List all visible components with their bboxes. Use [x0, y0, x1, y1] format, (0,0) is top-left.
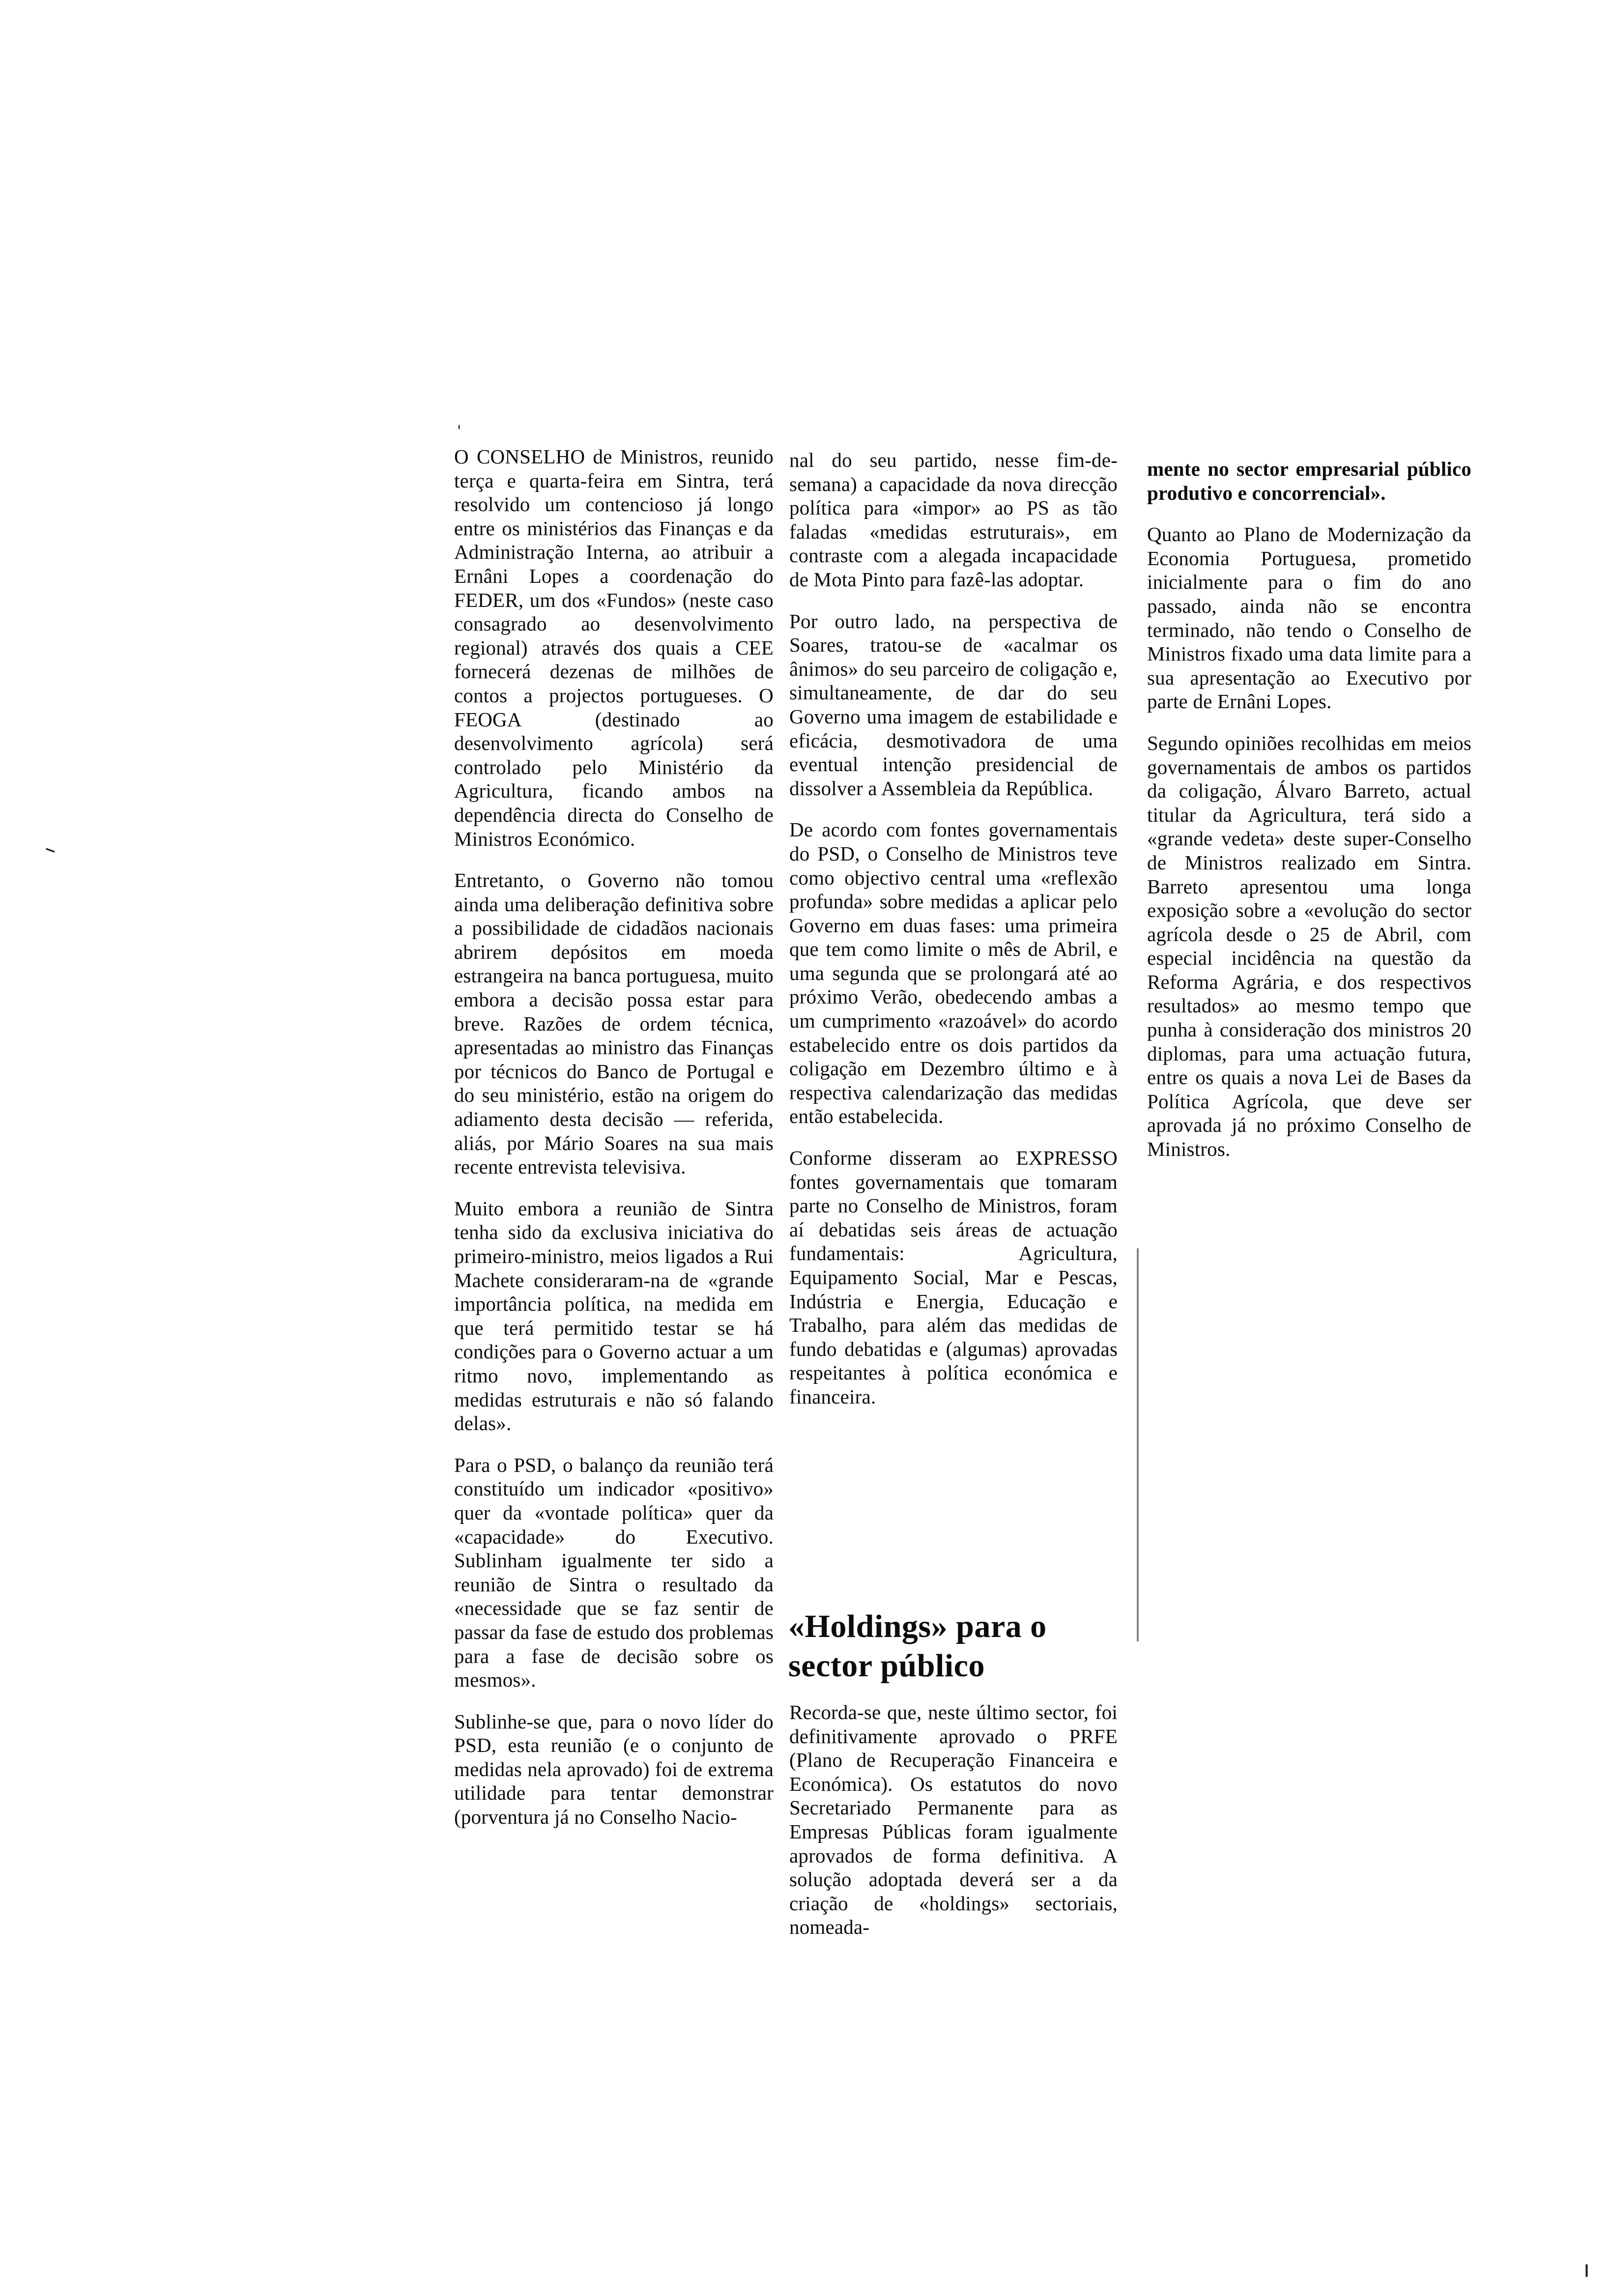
- section-headline: «Holdings» para o sector público: [788, 1608, 1047, 1684]
- paragraph: Muito embora a reunião de Sintra tenha sido da exclusiva iniciativa do primeiro-ministro, meios ligados a Rui Machete consideraram-na de «grande importância política, na medida em que terá permitido testar se há condições para o Governo actuar a um ritmo novo, implementando as medidas estruturais e não só falando delas».: [454, 1197, 774, 1435]
- paragraph: Sublinhe-se que, para o novo líder do PSD, esta reunião (e o conjunto de medidas nela aprovado) foi de extrema utilidade para tentar demonstrar (porventura já no Conselho Nacio-: [454, 1710, 774, 1829]
- paragraph: Quanto ao Plano de Modernização da Economia Portuguesa, prometido inicialmente para o fim do ano passado, ainda não se encontra terminado, não tendo o Conselho de Ministros fixado uma data limite para a sua apresentação ao Executivo por parte de Ernâni Lopes.: [1147, 523, 1471, 713]
- scan-speck: –: [41, 834, 61, 863]
- article-column-2-continued: [789, 1700, 1118, 1957]
- column-rule: [1137, 1248, 1139, 1641]
- paragraph: Por outro lado, na perspectiva de Soares, tratou-se de «acalmar os ânimos» do seu parceiro de coligação e, simultaneamente, de dar do seu Governo uma imagem de estabilidade e eficácia, desmotivadora de uma eventual intenção presidencial de dissolver a Assembleia da República.: [789, 609, 1118, 800]
- article-column-1: [454, 445, 774, 1847]
- paragraph: nal do seu partido, nesse fim-de-semana) a capacidade da nova direcção política para «impor» ao PS as tão faladas «medidas estruturais», em contraste com a alegada incapacidade de Mota Pinto para fazê-las adoptar.: [789, 449, 1118, 591]
- paragraph: Segundo opiniões recolhidas em meios governamentais de ambos os partidos da coligação, Álvaro Barreto, actual titular da Agricultura, terá sido a «grande vedeta» deste super-Conselho de Ministros realizado em Sintra. Barreto apresentou uma longa exposição sobre a «evolução do sector agrícola desde o 25 de Abril, com especial incidência na questão da Reforma Agrária, e dos respectivos resultados» ao mesmo tempo que punha à consideração dos ministros 20 diplomas, para uma actuação futura, entre os quais a nova Lei de Bases da Política Agrícola, que deve ser aprovada já no próximo Conselho de Ministros.: [1147, 731, 1471, 1161]
- paragraph: Recorda-se que, neste último sector, foi definitivamente aprovado o PRFE (Plano de Recuperação Financeira e Económica). Os estatutos do novo Secretariado Permanente para as Empresas Públicas foram igualmente aprovados de forma definitiva. A solução adoptada deverá ser a da criação de «holdings» sectoriais, nomeada-: [789, 1701, 1118, 1939]
- paragraph: De acordo com fontes governamentais do PSD, o Conselho de Ministros teve como objectivo central uma «reflexão profunda» sobre medidas a aplicar pelo Governo em duas fases: uma primeira que tem como limite o mês de Abril, e uma segunda que se prolongará até ao próximo Verão, obedecendo ambas a um cumprimento «razoável» do acordo estabelecido entre os dois partidos da coligação em Dezembro último e à respectiva calendarização das medidas então estabelecida.: [789, 818, 1118, 1128]
- scan-speck: ı: [1583, 2256, 1590, 2282]
- article-column-3: [1147, 457, 1471, 1179]
- paragraph: mente no sector empresarial público produtivo e concorrencial».: [1147, 458, 1471, 504]
- paragraph: Para o PSD, o balanço da reunião terá constituído um indicador «positivo» quer da «vontade política» quer da «capacidade» do Executivo. Sublinham igualmente ter sido a reunião de Sintra o resultado da «necessidade que se faz sentir de passar da fase de estudo dos problemas para a fase de decisão sobre os mesmos».: [454, 1453, 774, 1692]
- paragraph: Entretanto, o Governo não tomou ainda uma deliberação definitiva sobre a possibilidade de cidadãos nacionais abrirem depósitos em moeda estrangeira na banca portuguesa, muito embora a decisão possa estar para breve. Razões de ordem técnica, apresentadas ao ministro das Finanças por técnicos do Banco de Portugal e do seu ministério, estão na origem do adiamento desta decisão — referida, aliás, por Mário Soares na sua mais recente entrevista televisiva.: [454, 869, 774, 1178]
- scan-speck: ': [457, 423, 461, 440]
- article-column-2: [789, 448, 1118, 1427]
- paragraph: O CONSELHO de Ministros, reunido terça e quarta-feira em Sintra, terá resolvido um contencioso já longo entre os ministérios das Finanças e da Administração Interna, ao atribuir a Ernâni Lopes a coordenação do FEDER, um dos «Fundos» (neste caso consagrado ao desenvolvimento regional) através dos quais a CEE fornecerá dezenas de milhões de contos a projectos portugueses. O FEOGA (destinado ao desenvolvimento agrícola) será controlado pelo Ministério da Agricultura, ficando ambos na dependência directa do Conselho de Ministros Económico.: [454, 445, 774, 850]
- paragraph: Conforme disseram ao EXPRESSO fontes governamentais que tomaram parte no Conselho de Ministros, foram aí debatidas seis áreas de actuação fundamentais: Agricultura, Equipamento Social, Mar e Pescas, Indústria e Energia, Educação e Trabalho, para além das medidas de fundo debatidas e (algumas) aprovadas respeitantes à política económica e financeira.: [789, 1147, 1118, 1408]
